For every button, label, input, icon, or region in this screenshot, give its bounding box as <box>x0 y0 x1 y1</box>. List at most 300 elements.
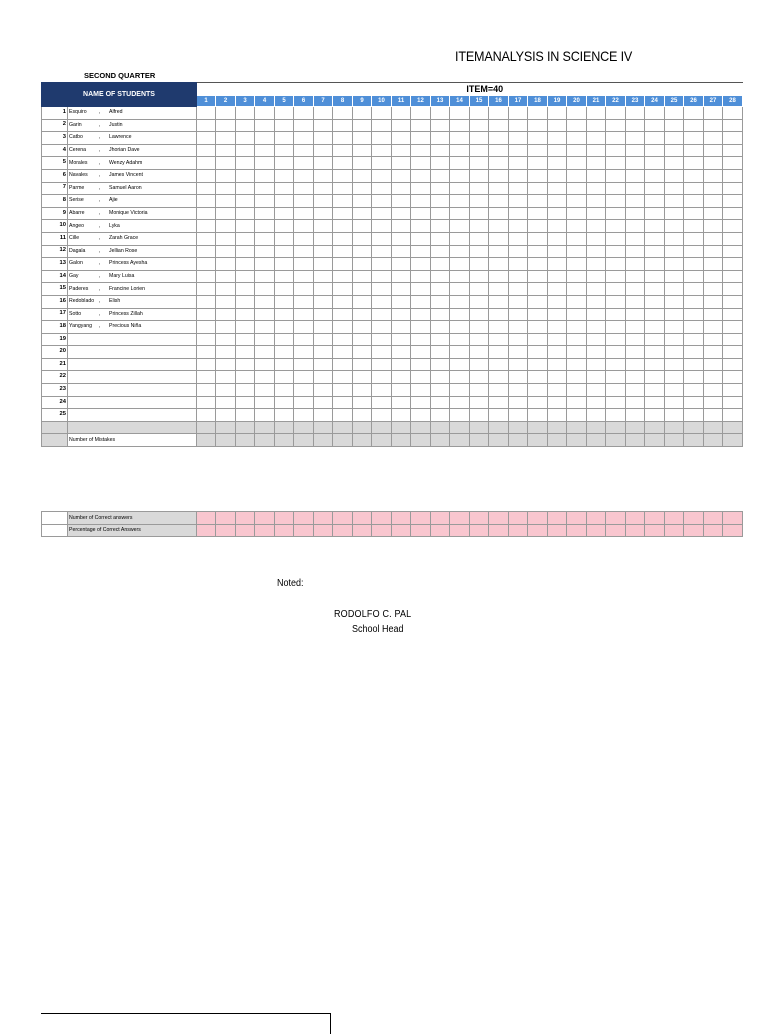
answer-cell[interactable] <box>236 207 255 220</box>
answer-cell[interactable] <box>197 434 216 447</box>
answer-cell[interactable] <box>606 132 626 145</box>
answer-cell[interactable] <box>275 270 294 283</box>
answer-cell[interactable] <box>567 333 587 346</box>
answer-cell[interactable] <box>411 333 431 346</box>
answer-cell[interactable] <box>528 195 548 208</box>
answer-cell[interactable] <box>704 258 723 271</box>
answer-cell[interactable] <box>645 421 665 434</box>
answer-cell[interactable] <box>723 182 743 195</box>
answer-cell[interactable] <box>587 207 606 220</box>
answer-cell[interactable] <box>587 346 606 359</box>
answer-cell[interactable] <box>528 157 548 170</box>
answer-cell[interactable] <box>255 321 275 334</box>
answer-cell[interactable] <box>236 283 255 296</box>
answer-cell[interactable] <box>489 283 509 296</box>
answer-cell[interactable] <box>294 182 314 195</box>
answer-cell[interactable] <box>489 182 509 195</box>
answer-cell[interactable] <box>275 195 294 208</box>
answer-cell[interactable] <box>353 321 372 334</box>
answer-cell[interactable] <box>548 333 567 346</box>
answer-cell[interactable] <box>197 346 216 359</box>
answer-cell[interactable] <box>275 358 294 371</box>
answer-cell[interactable] <box>450 434 470 447</box>
answer-cell[interactable] <box>450 157 470 170</box>
answer-cell[interactable] <box>353 358 372 371</box>
answer-cell[interactable] <box>704 358 723 371</box>
answer-cell[interactable] <box>255 132 275 145</box>
answer-cell[interactable] <box>548 283 567 296</box>
answer-cell[interactable] <box>626 358 645 371</box>
answer-cell[interactable] <box>372 232 392 245</box>
answer-cell[interactable] <box>626 245 645 258</box>
answer-cell[interactable] <box>548 409 567 422</box>
answer-cell[interactable] <box>684 169 704 182</box>
answer-cell[interactable] <box>236 107 255 120</box>
answer-cell[interactable] <box>489 358 509 371</box>
answer-cell[interactable] <box>236 308 255 321</box>
answer-cell[interactable] <box>509 421 528 434</box>
answer-cell[interactable] <box>665 220 684 233</box>
answer-cell[interactable] <box>606 346 626 359</box>
summary-cell[interactable] <box>587 524 606 537</box>
summary-cell[interactable] <box>548 524 567 537</box>
answer-cell[interactable] <box>626 107 645 120</box>
answer-cell[interactable] <box>255 220 275 233</box>
answer-cell[interactable] <box>372 245 392 258</box>
summary-cell[interactable] <box>450 524 470 537</box>
answer-cell[interactable] <box>704 371 723 384</box>
answer-cell[interactable] <box>450 182 470 195</box>
answer-cell[interactable] <box>723 144 743 157</box>
answer-cell[interactable] <box>704 195 723 208</box>
answer-cell[interactable] <box>528 396 548 409</box>
answer-cell[interactable] <box>567 283 587 296</box>
answer-cell[interactable] <box>470 346 489 359</box>
answer-cell[interactable] <box>665 421 684 434</box>
answer-cell[interactable] <box>197 409 216 422</box>
answer-cell[interactable] <box>489 384 509 397</box>
summary-cell[interactable] <box>470 524 489 537</box>
answer-cell[interactable] <box>509 384 528 397</box>
answer-cell[interactable] <box>314 333 333 346</box>
answer-cell[interactable] <box>548 384 567 397</box>
answer-cell[interactable] <box>255 169 275 182</box>
answer-cell[interactable] <box>450 119 470 132</box>
answer-cell[interactable] <box>353 119 372 132</box>
answer-cell[interactable] <box>704 283 723 296</box>
summary-cell[interactable] <box>684 512 704 525</box>
answer-cell[interactable] <box>275 283 294 296</box>
summary-cell[interactable] <box>645 524 665 537</box>
answer-cell[interactable] <box>626 232 645 245</box>
answer-cell[interactable] <box>606 434 626 447</box>
answer-cell[interactable] <box>470 396 489 409</box>
answer-cell[interactable] <box>645 245 665 258</box>
answer-cell[interactable] <box>626 384 645 397</box>
answer-cell[interactable] <box>236 434 255 447</box>
answer-cell[interactable] <box>353 207 372 220</box>
answer-cell[interactable] <box>450 144 470 157</box>
answer-cell[interactable] <box>665 119 684 132</box>
answer-cell[interactable] <box>392 144 411 157</box>
answer-cell[interactable] <box>236 333 255 346</box>
answer-cell[interactable] <box>372 144 392 157</box>
answer-cell[interactable] <box>645 283 665 296</box>
answer-cell[interactable] <box>431 295 450 308</box>
answer-cell[interactable] <box>372 182 392 195</box>
answer-cell[interactable] <box>236 321 255 334</box>
answer-cell[interactable] <box>372 421 392 434</box>
answer-cell[interactable] <box>470 321 489 334</box>
answer-cell[interactable] <box>528 371 548 384</box>
answer-cell[interactable] <box>411 220 431 233</box>
answer-cell[interactable] <box>606 119 626 132</box>
answer-cell[interactable] <box>489 421 509 434</box>
answer-cell[interactable] <box>684 258 704 271</box>
answer-cell[interactable] <box>645 358 665 371</box>
answer-cell[interactable] <box>294 132 314 145</box>
answer-cell[interactable] <box>411 107 431 120</box>
answer-cell[interactable] <box>392 358 411 371</box>
summary-cell[interactable] <box>197 524 216 537</box>
answer-cell[interactable] <box>392 321 411 334</box>
answer-cell[interactable] <box>470 169 489 182</box>
answer-cell[interactable] <box>567 144 587 157</box>
answer-cell[interactable] <box>567 195 587 208</box>
answer-cell[interactable] <box>528 409 548 422</box>
answer-cell[interactable] <box>294 144 314 157</box>
answer-cell[interactable] <box>431 157 450 170</box>
summary-cell[interactable] <box>567 512 587 525</box>
answer-cell[interactable] <box>294 358 314 371</box>
answer-cell[interactable] <box>567 258 587 271</box>
answer-cell[interactable] <box>450 346 470 359</box>
answer-cell[interactable] <box>392 270 411 283</box>
summary-cell[interactable] <box>626 512 645 525</box>
answer-cell[interactable] <box>450 333 470 346</box>
answer-cell[interactable] <box>294 258 314 271</box>
answer-cell[interactable] <box>255 295 275 308</box>
answer-cell[interactable] <box>392 195 411 208</box>
answer-cell[interactable] <box>606 384 626 397</box>
answer-cell[interactable] <box>372 258 392 271</box>
answer-cell[interactable] <box>606 207 626 220</box>
answer-cell[interactable] <box>684 232 704 245</box>
answer-cell[interactable] <box>470 270 489 283</box>
answer-cell[interactable] <box>372 333 392 346</box>
answer-cell[interactable] <box>528 295 548 308</box>
answer-cell[interactable] <box>528 132 548 145</box>
answer-cell[interactable] <box>197 207 216 220</box>
answer-cell[interactable] <box>411 295 431 308</box>
answer-cell[interactable] <box>528 358 548 371</box>
summary-cell[interactable] <box>567 524 587 537</box>
answer-cell[interactable] <box>665 321 684 334</box>
answer-cell[interactable] <box>587 132 606 145</box>
answer-cell[interactable] <box>314 371 333 384</box>
answer-cell[interactable] <box>587 245 606 258</box>
answer-cell[interactable] <box>255 245 275 258</box>
answer-cell[interactable] <box>353 182 372 195</box>
answer-cell[interactable] <box>470 258 489 271</box>
answer-cell[interactable] <box>665 283 684 296</box>
answer-cell[interactable] <box>255 107 275 120</box>
answer-cell[interactable] <box>587 283 606 296</box>
answer-cell[interactable] <box>470 220 489 233</box>
answer-cell[interactable] <box>509 295 528 308</box>
answer-cell[interactable] <box>684 295 704 308</box>
answer-cell[interactable] <box>567 384 587 397</box>
answer-cell[interactable] <box>450 358 470 371</box>
answer-cell[interactable] <box>450 308 470 321</box>
answer-cell[interactable] <box>528 333 548 346</box>
answer-cell[interactable] <box>626 119 645 132</box>
answer-cell[interactable] <box>216 295 236 308</box>
answer-cell[interactable] <box>704 434 723 447</box>
answer-cell[interactable] <box>431 321 450 334</box>
answer-cell[interactable] <box>645 308 665 321</box>
answer-cell[interactable] <box>528 182 548 195</box>
answer-cell[interactable] <box>372 358 392 371</box>
answer-cell[interactable] <box>645 182 665 195</box>
answer-cell[interactable] <box>314 295 333 308</box>
answer-cell[interactable] <box>587 270 606 283</box>
answer-cell[interactable] <box>587 358 606 371</box>
answer-cell[interactable] <box>392 384 411 397</box>
answer-cell[interactable] <box>392 396 411 409</box>
answer-cell[interactable] <box>255 333 275 346</box>
answer-cell[interactable] <box>372 321 392 334</box>
answer-cell[interactable] <box>255 283 275 296</box>
answer-cell[interactable] <box>470 232 489 245</box>
answer-cell[interactable] <box>587 409 606 422</box>
answer-cell[interactable] <box>294 232 314 245</box>
answer-cell[interactable] <box>450 321 470 334</box>
answer-cell[interactable] <box>294 169 314 182</box>
answer-cell[interactable] <box>567 132 587 145</box>
answer-cell[interactable] <box>606 195 626 208</box>
answer-cell[interactable] <box>470 207 489 220</box>
answer-cell[interactable] <box>275 409 294 422</box>
answer-cell[interactable] <box>197 132 216 145</box>
answer-cell[interactable] <box>333 333 353 346</box>
answer-cell[interactable] <box>275 434 294 447</box>
answer-cell[interactable] <box>684 384 704 397</box>
answer-cell[interactable] <box>197 107 216 120</box>
answer-cell[interactable] <box>626 396 645 409</box>
answer-cell[interactable] <box>626 132 645 145</box>
answer-cell[interactable] <box>353 245 372 258</box>
answer-cell[interactable] <box>431 258 450 271</box>
answer-cell[interactable] <box>548 421 567 434</box>
answer-cell[interactable] <box>431 270 450 283</box>
answer-cell[interactable] <box>197 295 216 308</box>
answer-cell[interactable] <box>587 220 606 233</box>
answer-cell[interactable] <box>567 245 587 258</box>
answer-cell[interactable] <box>275 295 294 308</box>
answer-cell[interactable] <box>275 182 294 195</box>
answer-cell[interactable] <box>353 384 372 397</box>
answer-cell[interactable] <box>587 333 606 346</box>
answer-cell[interactable] <box>704 232 723 245</box>
answer-cell[interactable] <box>626 157 645 170</box>
answer-cell[interactable] <box>372 220 392 233</box>
answer-cell[interactable] <box>333 107 353 120</box>
answer-cell[interactable] <box>255 232 275 245</box>
answer-cell[interactable] <box>528 308 548 321</box>
answer-cell[interactable] <box>314 384 333 397</box>
answer-cell[interactable] <box>704 333 723 346</box>
answer-cell[interactable] <box>431 333 450 346</box>
answer-cell[interactable] <box>353 409 372 422</box>
answer-cell[interactable] <box>645 321 665 334</box>
answer-cell[interactable] <box>372 132 392 145</box>
answer-cell[interactable] <box>294 119 314 132</box>
answer-cell[interactable] <box>606 295 626 308</box>
answer-cell[interactable] <box>333 270 353 283</box>
answer-cell[interactable] <box>275 245 294 258</box>
answer-cell[interactable] <box>704 132 723 145</box>
answer-cell[interactable] <box>431 132 450 145</box>
answer-cell[interactable] <box>392 283 411 296</box>
answer-cell[interactable] <box>314 245 333 258</box>
answer-cell[interactable] <box>411 371 431 384</box>
answer-cell[interactable] <box>314 119 333 132</box>
summary-cell[interactable] <box>626 524 645 537</box>
answer-cell[interactable] <box>392 421 411 434</box>
answer-cell[interactable] <box>450 169 470 182</box>
answer-cell[interactable] <box>411 283 431 296</box>
answer-cell[interactable] <box>723 421 743 434</box>
answer-cell[interactable] <box>489 207 509 220</box>
answer-cell[interactable] <box>567 295 587 308</box>
answer-cell[interactable] <box>509 144 528 157</box>
answer-cell[interactable] <box>216 396 236 409</box>
answer-cell[interactable] <box>314 182 333 195</box>
answer-cell[interactable] <box>216 283 236 296</box>
answer-cell[interactable] <box>197 283 216 296</box>
answer-cell[interactable] <box>567 207 587 220</box>
answer-cell[interactable] <box>626 346 645 359</box>
answer-cell[interactable] <box>489 169 509 182</box>
answer-cell[interactable] <box>645 195 665 208</box>
answer-cell[interactable] <box>723 409 743 422</box>
answer-cell[interactable] <box>606 258 626 271</box>
answer-cell[interactable] <box>236 295 255 308</box>
answer-cell[interactable] <box>665 434 684 447</box>
answer-cell[interactable] <box>684 333 704 346</box>
answer-cell[interactable] <box>626 409 645 422</box>
answer-cell[interactable] <box>684 245 704 258</box>
answer-cell[interactable] <box>353 346 372 359</box>
answer-cell[interactable] <box>294 409 314 422</box>
answer-cell[interactable] <box>392 119 411 132</box>
answer-cell[interactable] <box>294 396 314 409</box>
answer-cell[interactable] <box>548 308 567 321</box>
answer-cell[interactable] <box>645 295 665 308</box>
answer-cell[interactable] <box>411 308 431 321</box>
answer-cell[interactable] <box>626 207 645 220</box>
summary-cell[interactable] <box>684 524 704 537</box>
answer-cell[interactable] <box>626 308 645 321</box>
answer-cell[interactable] <box>450 195 470 208</box>
answer-cell[interactable] <box>684 283 704 296</box>
answer-cell[interactable] <box>489 144 509 157</box>
answer-cell[interactable] <box>392 182 411 195</box>
answer-cell[interactable] <box>275 384 294 397</box>
answer-cell[interactable] <box>255 157 275 170</box>
answer-cell[interactable] <box>723 245 743 258</box>
answer-cell[interactable] <box>333 384 353 397</box>
summary-cell[interactable] <box>294 512 314 525</box>
answer-cell[interactable] <box>294 371 314 384</box>
summary-cell[interactable] <box>372 524 392 537</box>
answer-cell[interactable] <box>411 346 431 359</box>
answer-cell[interactable] <box>255 396 275 409</box>
answer-cell[interactable] <box>216 371 236 384</box>
answer-cell[interactable] <box>236 144 255 157</box>
answer-cell[interactable] <box>645 132 665 145</box>
answer-cell[interactable] <box>216 169 236 182</box>
answer-cell[interactable] <box>216 258 236 271</box>
answer-cell[interactable] <box>587 144 606 157</box>
answer-cell[interactable] <box>509 169 528 182</box>
answer-cell[interactable] <box>236 396 255 409</box>
answer-cell[interactable] <box>216 182 236 195</box>
answer-cell[interactable] <box>392 258 411 271</box>
answer-cell[interactable] <box>372 308 392 321</box>
answer-cell[interactable] <box>294 157 314 170</box>
summary-cell[interactable] <box>723 512 743 525</box>
answer-cell[interactable] <box>606 333 626 346</box>
answer-cell[interactable] <box>645 119 665 132</box>
answer-cell[interactable] <box>470 245 489 258</box>
answer-cell[interactable] <box>431 283 450 296</box>
answer-cell[interactable] <box>665 333 684 346</box>
answer-cell[interactable] <box>314 358 333 371</box>
answer-cell[interactable] <box>275 132 294 145</box>
answer-cell[interactable] <box>372 157 392 170</box>
summary-cell[interactable] <box>665 524 684 537</box>
answer-cell[interactable] <box>411 409 431 422</box>
answer-cell[interactable] <box>275 258 294 271</box>
answer-cell[interactable] <box>645 144 665 157</box>
answer-cell[interactable] <box>684 207 704 220</box>
answer-cell[interactable] <box>548 434 567 447</box>
summary-cell[interactable] <box>216 524 236 537</box>
answer-cell[interactable] <box>216 107 236 120</box>
answer-cell[interactable] <box>255 258 275 271</box>
answer-cell[interactable] <box>431 421 450 434</box>
answer-cell[interactable] <box>255 346 275 359</box>
answer-cell[interactable] <box>236 245 255 258</box>
answer-cell[interactable] <box>723 283 743 296</box>
answer-cell[interactable] <box>489 232 509 245</box>
answer-cell[interactable] <box>333 421 353 434</box>
answer-cell[interactable] <box>372 195 392 208</box>
answer-cell[interactable] <box>314 169 333 182</box>
answer-cell[interactable] <box>470 182 489 195</box>
answer-cell[interactable] <box>392 434 411 447</box>
answer-cell[interactable] <box>665 144 684 157</box>
answer-cell[interactable] <box>333 358 353 371</box>
answer-cell[interactable] <box>528 258 548 271</box>
answer-cell[interactable] <box>236 346 255 359</box>
answer-cell[interactable] <box>626 421 645 434</box>
answer-cell[interactable] <box>333 119 353 132</box>
answer-cell[interactable] <box>723 384 743 397</box>
answer-cell[interactable] <box>275 107 294 120</box>
